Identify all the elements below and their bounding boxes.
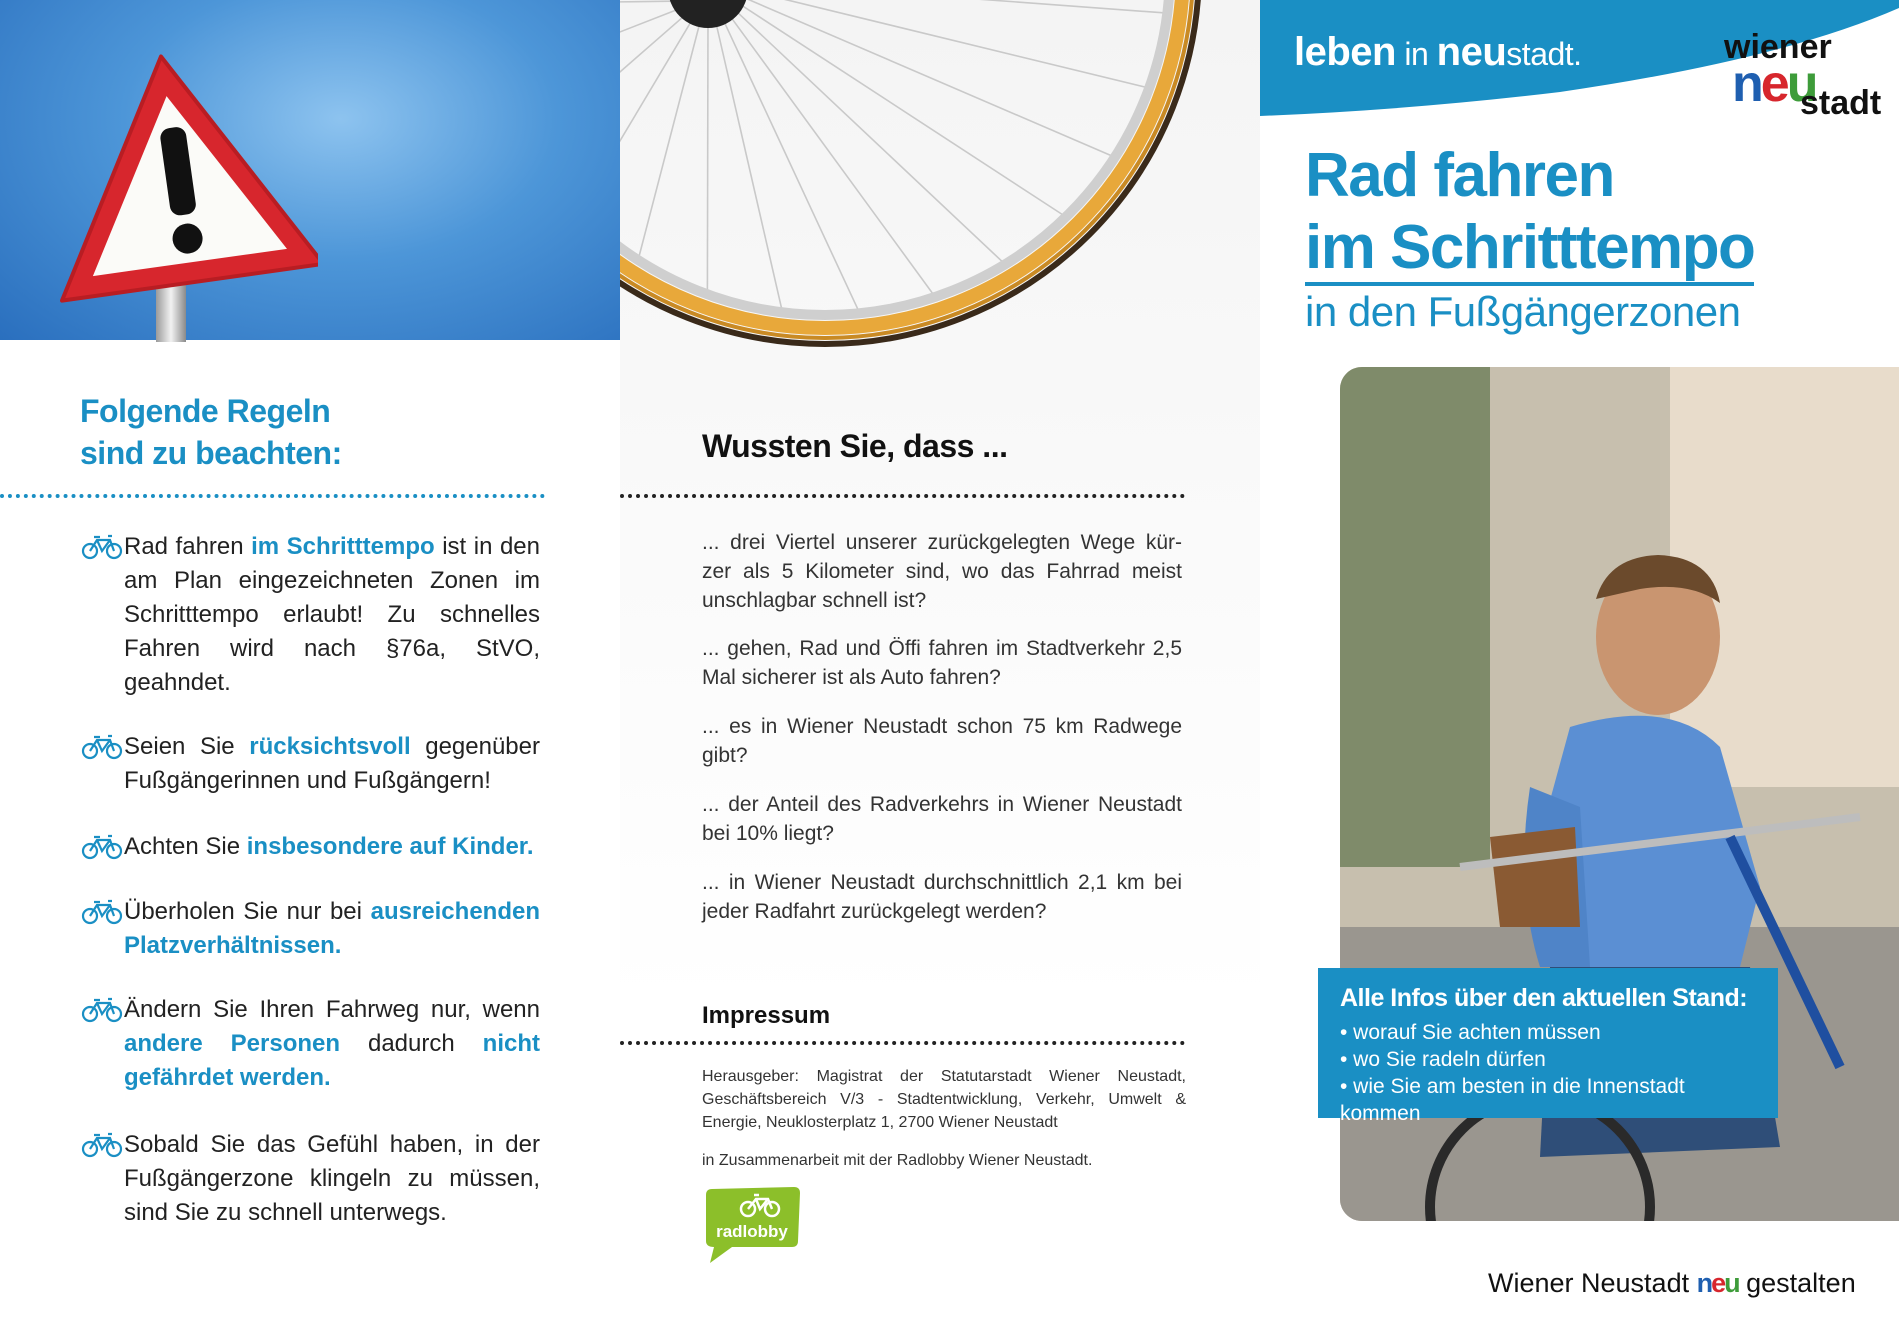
info-box-heading: Alle Infos über den aktuellen Stand: (1340, 984, 1748, 1012)
fact-item: ... drei Viertel unserer zurückgelegten Wege kür-zer als 5 Kilometer sind, wo das Fahrrad meist unschlagbar schnell ist? (702, 531, 1182, 612)
title-line1: Rad fahren (1305, 141, 1614, 210)
panel-rules (0, 0, 620, 1343)
radlobby-logo (702, 1185, 802, 1265)
info-box-item: • worauf Sie achten müssen (1340, 1021, 1601, 1044)
wheel-spoke (639, 17, 702, 258)
wiener-neustadt-logo (1720, 28, 1882, 122)
bicycle-icon (80, 997, 124, 1023)
rule-text-highlight: ausreichenden Platzverhältnissen. (124, 898, 540, 959)
tagline-neu: neu (1436, 30, 1507, 74)
impressum-divider (620, 1041, 1185, 1045)
wheel-spoke (707, 18, 708, 292)
info-box (1318, 968, 1778, 1125)
neu-letter: e (1711, 1268, 1725, 1298)
footer-neu (1697, 1268, 1739, 1298)
rule-text-highlight: rücksichtsvoll (249, 733, 411, 760)
neu-letter: n (1696, 1268, 1712, 1298)
rule-text-highlight: andere Personen (124, 1030, 341, 1057)
fact-item: ... in Wiener Neustadt durchschnittlich 2,1 km bei jeder Radfahrt zurückgelegt werden? (702, 871, 1182, 923)
facts-divider (620, 494, 1185, 498)
info-box-item: • wie Sie am besten in die Innenstadt kommen (1340, 1075, 1685, 1125)
footer-text-pre: Wiener Neustadt (1488, 1268, 1697, 1298)
radlobby-label: radlobby (716, 1222, 788, 1241)
warning-sign-icon (28, 48, 318, 308)
rule-text-normal: Seien Sie (124, 733, 250, 760)
wheel-spoke (620, 11, 689, 148)
footer-slogan (1488, 1268, 1856, 1299)
logo-wiener: wiener (1724, 28, 1832, 66)
info-box-item: • wo Sie radeln dürfen (1340, 1048, 1546, 1071)
rule-text-highlight: nicht gefährdet werden. (124, 1030, 540, 1091)
bicycle-icon (80, 1132, 124, 1158)
wheel-spoke (727, 11, 934, 295)
panel-facts (620, 0, 1260, 1343)
neu-letter: n (1732, 55, 1761, 113)
rule-item (80, 730, 540, 798)
impressum-heading: Impressum (702, 1002, 831, 1029)
neu-letter: u (1786, 55, 1816, 113)
wheel-spoke (620, 15, 695, 209)
logo-stadt: stadt (1800, 84, 1882, 122)
rule-text-normal: dadurch (340, 1030, 483, 1057)
tagline-stadt: stadt. (1506, 36, 1582, 72)
fact-item: ... gehen, Rad und Öffi fahren im Stadtverkehr 2,5 Mal sicherer ist als Auto fahren? (702, 637, 1182, 689)
title-line2: im Schritttempo (1305, 213, 1754, 286)
impressum-coop: in Zusammenarbeit mit der Radlobby Wiener Neustadt. (702, 1152, 1093, 1169)
rules-heading-line1: Folgende Regeln (80, 393, 331, 429)
rule-text (124, 830, 533, 864)
rule-text-normal: Rad fahren (124, 533, 252, 560)
rule-text (124, 895, 540, 963)
rule-text-normal: Ändern Sie Ihren Fahrweg nur, wenn (124, 996, 540, 1023)
rule-text-normal: ist in den am Plan eingezeichneten Zonen im Schritttempo erlaubt! Zu schnelles Fahren wird nach §76a, StVO, geahndet. (124, 533, 540, 696)
fact-item: ... es in Wiener Neustadt schon 75 km Radwege gibt? (702, 715, 1182, 767)
bicycle-icon (80, 734, 124, 760)
rule-text-normal: gegenüber Fußgängerinnen und Fußgängern! (124, 733, 540, 794)
wheel-spoke (737, 0, 1113, 156)
rule-text-highlight: insbesondere auf Kinder. (246, 833, 534, 860)
bicycle-icon (80, 899, 124, 925)
tagline-in: in (1395, 36, 1437, 72)
rule-text-normal: Überholen Sie nur bei (124, 898, 371, 925)
rules-heading-line2: sind zu beachten: (80, 435, 342, 471)
rule-text-normal: Sobald Sie das Gefühl haben, in der Fußgängerzone klingeln zu müssen, sind Sie zu schnell unterwegs. (124, 1131, 540, 1226)
rule-text-normal: Achten Sie (124, 833, 247, 860)
bicycle-wheel-image (620, 0, 1260, 400)
rule-item (80, 530, 540, 700)
rule-text (124, 730, 540, 798)
impressum-text: Herausgeber: Magistrat der Statutarstadt Wiener Neustadt, Geschäftsbereich V/3 - Stadtentwicklung, Verkehr, Umwelt & Energie, Neuklosterplatz 1, 2700 Wiener Neustadt (702, 1068, 1186, 1131)
fact-item: ... der Anteil des Radverkehrs in Wiener Neustadt bei 10% liegt? (702, 793, 1182, 845)
rule-item (80, 993, 540, 1095)
rule-item (80, 830, 540, 864)
neu-letter: e (1760, 55, 1787, 113)
rule-text (124, 993, 540, 1095)
wheel-spoke (735, 1, 1064, 216)
panel-cover (1260, 0, 1899, 1343)
page-title (1305, 140, 1754, 284)
rules-divider (0, 494, 545, 498)
facts-heading: Wussten Sie, dass ... (702, 428, 1008, 464)
rules-heading (80, 390, 342, 474)
rule-text-highlight: im Schritttempo (251, 533, 435, 560)
bicycle-icon (80, 834, 124, 860)
rule-item (80, 895, 540, 963)
bicycle-icon (80, 534, 124, 560)
rule-item (80, 1128, 540, 1230)
tagline (1294, 30, 1582, 75)
footer-text-post: gestalten (1738, 1268, 1856, 1298)
wheel-spoke (737, 0, 1165, 13)
tagline-leben: leben (1294, 30, 1396, 74)
wheel-spoke (731, 7, 1003, 263)
rule-text (124, 530, 540, 700)
wheel-spoke (715, 17, 782, 310)
rule-text (124, 1128, 540, 1230)
page-subtitle: in den Fußgängerzonen (1305, 288, 1741, 335)
neu-letter: u (1724, 1268, 1739, 1298)
